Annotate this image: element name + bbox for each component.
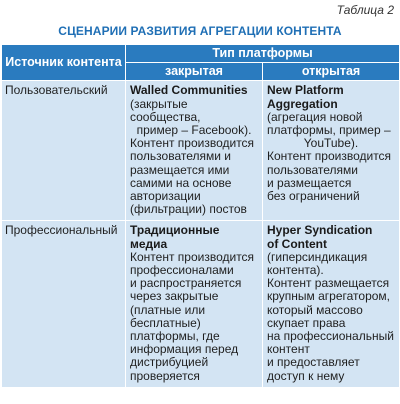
cell-line: доступ к нему xyxy=(267,368,345,383)
cell-line: и размещается xyxy=(267,175,352,190)
cell-title: Традиционные медиа xyxy=(130,223,220,251)
cell-line: профессионалами xyxy=(130,263,234,278)
cell-title: of Content xyxy=(267,236,327,251)
cell-line: контент xyxy=(267,342,310,357)
table-title: СЦЕНАРИИ РАЗВИТИЯ АГРЕГАЦИИ КОНТЕНТА xyxy=(58,24,342,38)
header-platform-type: Тип платформы xyxy=(126,45,400,63)
header-closed: закрытая xyxy=(126,63,263,81)
cell-line: (платные или xyxy=(130,302,206,317)
scenarios-table xyxy=(1,44,400,388)
cell-line: авторизации xyxy=(130,189,201,204)
cell-line: и распространяется xyxy=(130,276,242,291)
cell-line: (агрегация новой xyxy=(267,109,363,124)
cell-line: контента). xyxy=(267,263,324,278)
cell-line: платформы, где xyxy=(130,329,220,344)
table-row xyxy=(2,221,400,387)
header-source: Источник контента xyxy=(2,45,126,81)
row-label-professional: Профессиональный xyxy=(2,221,126,387)
table-row xyxy=(2,81,400,221)
cell-pro-closed xyxy=(126,221,263,387)
cell-line: (фильтрации) постов xyxy=(130,202,247,217)
cell-user-open xyxy=(263,81,400,221)
cell-line: на профессиональный xyxy=(267,329,394,344)
cell-pro-open xyxy=(263,221,400,387)
cell-line: Контент производится xyxy=(130,136,255,151)
cell-line: крупным агрегатором, xyxy=(267,289,391,304)
cell-line: платформы, пример – xyxy=(267,123,391,138)
cell-line: бесплатные) xyxy=(130,315,201,330)
cell-line: пользователями и xyxy=(130,149,231,164)
table-caption: Таблица 2 xyxy=(336,3,394,17)
cell-line: дистрибуцией xyxy=(130,355,209,370)
cell-line: Контент производится xyxy=(267,149,392,164)
cell-line: через закрытые xyxy=(130,289,219,304)
cell-line: (закрытые сообщества, xyxy=(130,96,201,124)
cell-title: Aggregation xyxy=(267,96,338,111)
cell-line: Контент размещается xyxy=(267,276,390,291)
cell-line: YouTube). xyxy=(303,136,359,151)
cell-line: пример – Facebook). xyxy=(136,123,252,138)
cell-line: и предоставляет xyxy=(267,355,360,370)
cell-title: Hyper Syndication xyxy=(267,223,373,238)
header-row-top xyxy=(2,45,400,63)
cell-title: Walled Communities xyxy=(130,83,248,98)
cell-user-closed xyxy=(126,81,263,221)
cell-title: New Platform xyxy=(267,83,344,98)
row-label-user: Пользовательский xyxy=(2,81,126,221)
header-open: открытая xyxy=(263,63,400,81)
cell-line: скупает права xyxy=(267,315,346,330)
cell-line: пользователями xyxy=(267,162,358,177)
cell-line: который массово xyxy=(267,302,363,317)
cell-line: размещается ими xyxy=(130,162,230,177)
cell-line: (гиперсиндикация xyxy=(267,249,368,264)
cell-line: Контент производится xyxy=(130,249,255,264)
cell-line: проверяется xyxy=(130,368,200,383)
cell-line: информация перед xyxy=(130,342,239,357)
cell-line: без ограничений xyxy=(267,189,360,204)
cell-line: самими на основе xyxy=(130,175,232,190)
